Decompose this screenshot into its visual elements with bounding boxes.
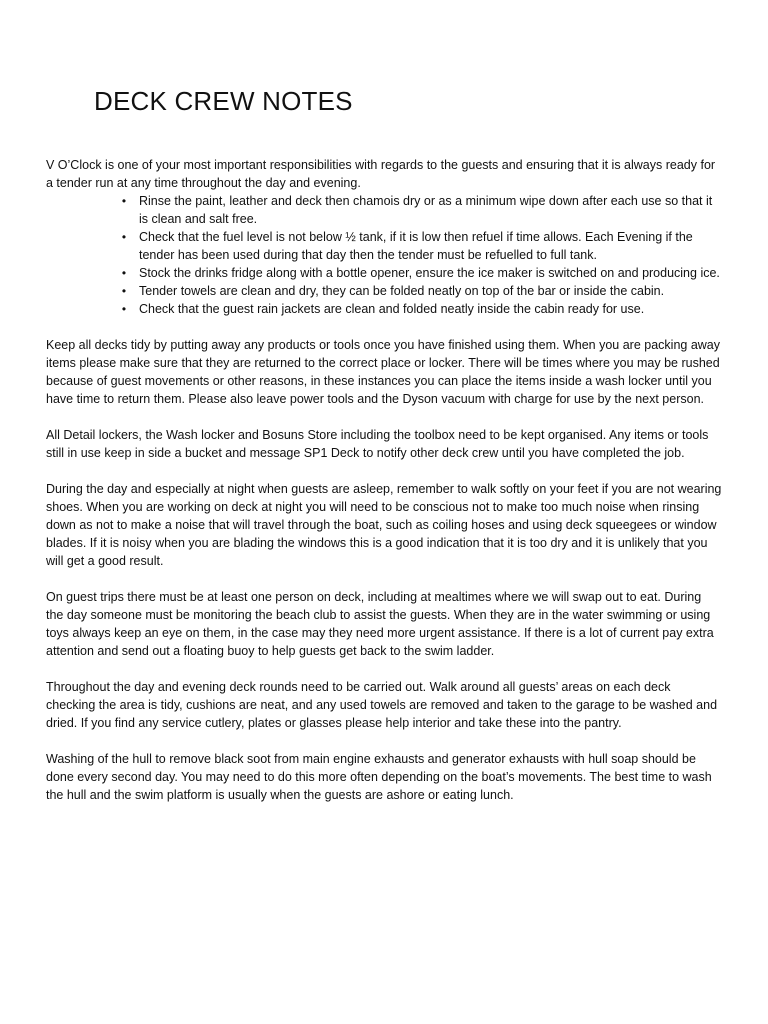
checklist-item-text: Check that the guest rain jackets are clean and folded neatly inside the cabin ready for use.: [139, 302, 645, 316]
paragraph-deck-rounds: Throughout the day and evening deck rounds need to be carried out. Walk around all guests’ areas on each deck checking the area is tidy, cushions are neat, and any used towels are removed and taken to the garage to be washed and dried. If you find any service cutlery, plates or glasses please help interior and take these into the pantry.: [46, 680, 718, 730]
bullet-icon: •: [121, 266, 127, 280]
tender-checklist: [46, 192, 722, 318]
paragraph-hull-washing: Washing of the hull to remove black soot from main engine exhausts and generator exhausts with hull soap should be done every second day. You may need to do this more often depending on the boat’s movements. The best time to wash the hull and the swim platform is usually when the guests are ashore or eating lunch.: [46, 752, 712, 802]
paragraph-deck-tidiness: Keep all decks tidy by putting away any products or tools once you have finished using them. When you are packing away items please make sure that they are returned to the correct place or locker. There will be times where you may be rushed because of guest movements or other reasons, in these instances you can place the items inside a wash locker until you have time to return them. Please also leave power tools and the Dyson vacuum with charge for use by the next person.: [46, 338, 720, 406]
checklist-item: [121, 228, 722, 264]
bullet-icon: •: [121, 284, 127, 298]
checklist-item-text: Check that the fuel level is not below ½ tank, if it is low then refuel if time allows. Each Evening if the tender has been used during that day then the tender must be refuelled to full tank.: [139, 230, 693, 262]
bullet-icon: •: [121, 302, 127, 316]
checklist-item: [121, 300, 722, 318]
paragraph-lockers: All Detail lockers, the Wash locker and Bosuns Store including the toolbox need to be kept organised. Any items or tools still in use keep in side a bucket and message SP1 Deck to notify other deck crew until you have completed the job.: [46, 428, 709, 460]
paragraph-noise: During the day and especially at night when guests are asleep, remember to walk softly on your feet if you are not wearing shoes. When you are working on deck at night you will need to be conscious not to make too much noise when rinsing down as not to make a noise that will travel through the boat, such as coiling hoses and using deck squeegees or window blades. If it is noisy when you are blading the windows this is a good indication that it is too dry and it is unlikely that you will get a good result.: [46, 482, 722, 568]
bullet-icon: •: [121, 230, 127, 244]
page-title: DECK CREW NOTES: [94, 86, 353, 116]
intro-paragraph: V O’Clock is one of your most important responsibilities with regards to the guests and ensuring that it is always ready for a tender run at any time throughout the day and evening.: [46, 158, 716, 190]
document-body: [46, 156, 722, 804]
checklist-item: [121, 264, 722, 282]
checklist-item-text: Tender towels are clean and dry, they can be folded neatly on top of the bar or inside the cabin.: [139, 284, 665, 298]
paragraph-guest-trips: On guest trips there must be at least one person on deck, including at mealtimes where we will swap out to eat. During the day someone must be monitoring the beach club to assist the guests. When they are in the water swimming or using toys always keep an eye on them, in the case may they need more urgent assistance. If there is a lot of current pay extra attention and send out a floating buoy to help guests get back to the swim ladder.: [46, 590, 714, 658]
checklist-item-text: Rinse the paint, leather and deck then chamois dry or as a minimum wipe down after each use so that it is clean and salt free.: [139, 194, 713, 226]
checklist-item-text: Stock the drinks fridge along with a bottle opener, ensure the ice maker is switched on and producing ice.: [139, 266, 720, 280]
checklist-item: [121, 282, 722, 300]
checklist-item: [121, 192, 722, 228]
bullet-icon: •: [121, 194, 127, 208]
